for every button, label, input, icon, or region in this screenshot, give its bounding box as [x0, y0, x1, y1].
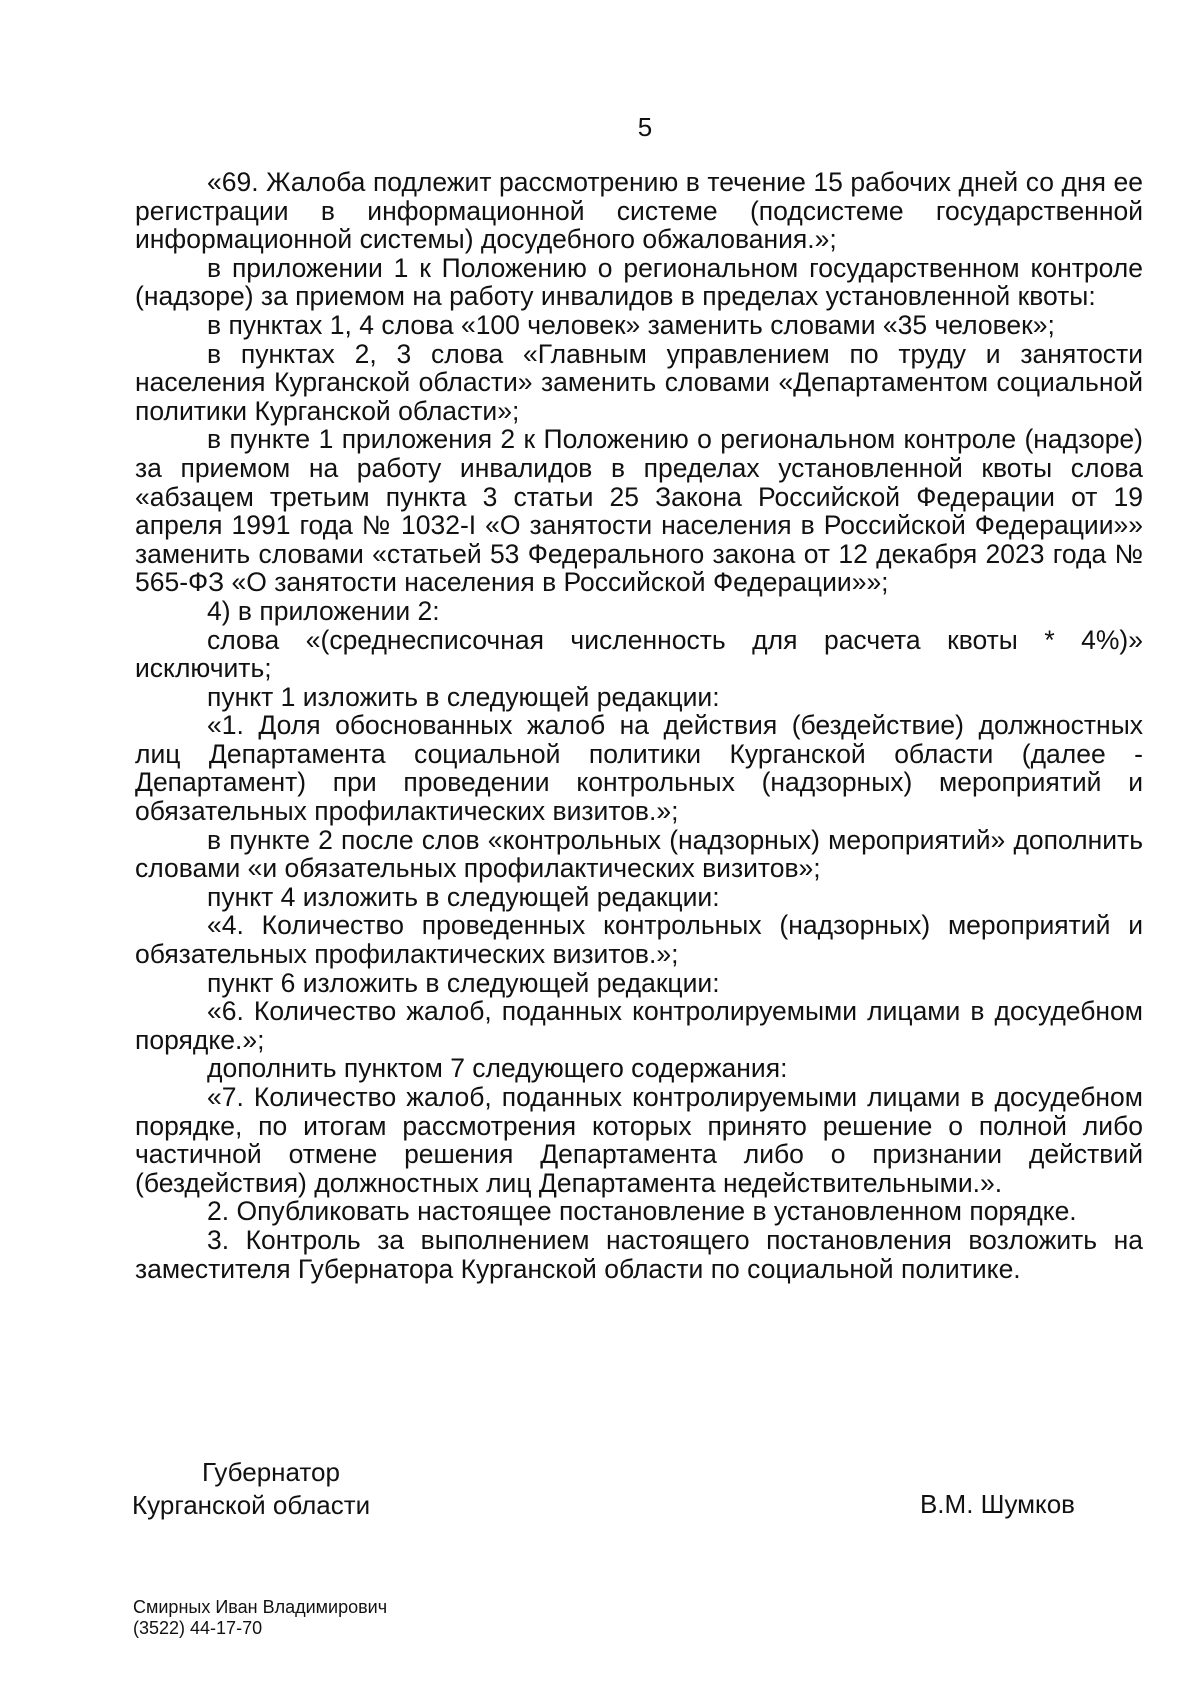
paragraph: «6. Количество жалоб, поданных контролируемыми лицами в досудебном порядке.»; — [135, 996, 1143, 1055]
paragraph: «4. Количество проведенных контрольных (надзорных) мероприятий и обязательных профилактических визитов.»; — [135, 910, 1143, 970]
document-body — [135, 168, 1143, 1283]
paragraph: в пунктах 2, 3 слова «Главным управлением по труду и занятости населения Курганской области» заменить словами «Департаментом социальной политики Курганской области»; — [135, 338, 1143, 426]
signatory-position: Губернатор — [202, 1457, 340, 1487]
paragraph: пункт 4 изложить в следующей редакции: — [207, 881, 720, 912]
paragraph: 2. Опубликовать настоящее постановление в установленном порядке. — [207, 1196, 1077, 1227]
paragraph: «69. Жалоба подлежит рассмотрению в течение 15 рабочих дней со дня ее регистрации в информационной системе (подсистеме государственной информационной системы) досудебного обжалования.»; — [135, 167, 1143, 255]
paragraph: «7. Количество жалоб, поданных контролируемыми лицами в досудебном порядке, по итогам рассмотрения которых принято решение о полной либо частичной отмене решения Департамента либо о признании действий (бездействия) должностных лиц Департамента недействительными.». — [135, 1082, 1143, 1198]
paragraph: слова «(среднесписочная численность для расчета квоты * 4%)» исключить; — [135, 624, 1143, 684]
signatory-region: Курганской области — [132, 1490, 371, 1520]
paragraph: пункт 1 изложить в следующей редакции: — [207, 681, 720, 712]
signatory-name: В.М. Шумков — [919, 1489, 1075, 1519]
paragraph: пункт 6 изложить в следующей редакции: — [207, 967, 720, 998]
paragraph: 3. Контроль за выполнением настоящего постановления возложить на заместителя Губернатора Курганской области по социальной политике. — [135, 1224, 1143, 1284]
paragraph: в приложении 1 к Положению о региональном государственном контроле (надзоре) за приемом на работу инвалидов в пределах установленной квоты: — [135, 252, 1143, 312]
executor-phone: (3522) 44-17-70 — [133, 1618, 263, 1638]
executor-name: Смирных Иван Владимирович — [133, 1597, 388, 1617]
paragraph: 4) в приложении 2: — [207, 595, 440, 626]
page-number: 5 — [637, 112, 653, 142]
paragraph: в пункте 2 после слов «контрольных (надзорных) мероприятий» дополнить словами «и обязательных профилактических визитов»; — [135, 824, 1143, 884]
paragraph: в пунктах 1, 4 слова «100 человек» заменить словами «35 человек»; — [207, 309, 1055, 340]
paragraph: «1. Доля обоснованных жалоб на действия (бездействие) должностных лиц Департамента социальной политики Курганской области (далее - Департамент) при проведении контрольных (надзорных) мероприятий и обязательных профилактических визитов.»; — [135, 710, 1143, 827]
executor-block — [133, 1597, 387, 1639]
signatory-title — [132, 1456, 370, 1522]
paragraph: в пункте 1 приложения 2 к Положению о региональном контроле (надзоре) за приемом на работу инвалидов в пределах установленной квоты слова «абзацем третьим пункта 3 статьи 25 Закона Российской Федерации от 19 апреля 1991 года № 1032-I «О занятости населения в Российской Федерации»» заменить словами «статьей 53 Федерального закона от 12 декабря 2023 года № 565-ФЗ «О занятости населения в Российской Федерации»»; — [135, 424, 1143, 598]
paragraph: дополнить пунктом 7 следующего содержания: — [207, 1053, 788, 1084]
